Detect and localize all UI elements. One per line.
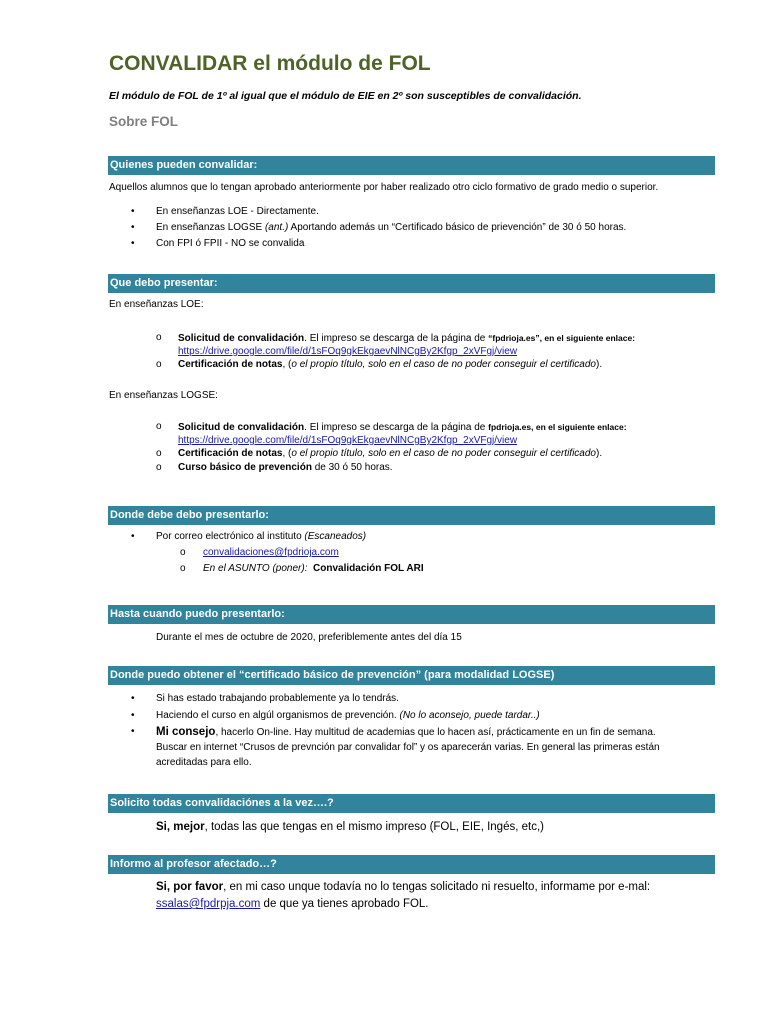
- bullet-icon: •: [131, 693, 135, 704]
- circle-bullet-icon: o: [180, 563, 186, 574]
- section-header-hasta-cuando: Hasta cuando puedo presentarlo:: [108, 605, 715, 624]
- section-header-presentar: Que debo presentar:: [108, 274, 715, 293]
- paragraph: En enseñanzas LOGSE:: [109, 390, 218, 401]
- bullet-icon: •: [131, 206, 135, 217]
- list-item: Por correo electrónico al instituto (Escaneados): [156, 531, 367, 542]
- circle-bullet-icon: o: [156, 359, 162, 370]
- circle-bullet-icon: o: [156, 421, 162, 432]
- bullet-icon: •: [131, 222, 135, 233]
- list-item: Solicitud de convalidación. El impreso se descarga de la página de “fpdrioja.es”, en el siguiente enlace:: [178, 333, 636, 344]
- list-item: Haciendo el curso en algúl organismos de prevención. (No lo aconsejo, puede tardar..): [156, 710, 540, 721]
- circle-bullet-icon: o: [156, 332, 162, 343]
- email-link[interactable]: ssalas@fpdrpja.com: [156, 898, 261, 910]
- paragraph: Si, por favor, en mi caso unque todavía no lo tengas solicitado ni resuelto, informame por e-mal:: [156, 881, 651, 893]
- circle-bullet-icon: o: [156, 462, 162, 473]
- email-link[interactable]: convalidaciones@fpdrioja.com: [203, 547, 339, 558]
- section-header-informo: Informo al profesor afectado…?: [108, 855, 715, 874]
- paragraph: Si, mejor, todas las que tengas en el mismo impreso (FOL, EIE, Ingés, etc,): [156, 821, 544, 833]
- subtitle: El módulo de FOL de 1º al igual que el módulo de EIE en 2º son susceptibles de convalidación.: [109, 90, 582, 102]
- section-header-todas: Solicito todas convalidaciónes a la vez….?: [108, 794, 715, 813]
- paragraph: Durante el mes de octubre de 2020, preferiblemente antes del día 15: [156, 632, 462, 643]
- section-header-quienes: Quienes pueden convalidar:: [108, 156, 715, 175]
- section-subtitle: Sobre FOL: [109, 114, 179, 129]
- section-header-donde-presentar: Donde debe debo presentarlo:: [108, 506, 715, 525]
- list-item: En enseñanzas LOGSE (ant.) Aportando además un “Certificado básico de prievención” de 30 ó 50 horas.: [156, 222, 627, 233]
- circle-bullet-icon: o: [180, 547, 186, 558]
- list-item: Curso básico de prevención de 30 ó 50 horas.: [178, 462, 393, 473]
- section-header-certificado: Donde puedo obtener el “certificado básico de prevención” (para modalidad LOGSE): [108, 666, 715, 685]
- drive-link[interactable]: https://drive.google.com/file/d/1sFOq9gkEkgaevNlNCgBy2Kfgp_2xVFgj/view: [178, 346, 518, 357]
- list-item: Certificación de notas, (o el propio título, solo en el caso de no poder conseguir el certificado).: [178, 448, 603, 459]
- list-item: Con FPI ó FPII - NO se convalida: [156, 238, 305, 249]
- bullet-icon: •: [131, 531, 135, 542]
- list-item: En el ASUNTO (poner): Convalidación FOL ARI: [203, 563, 424, 574]
- circle-bullet-icon: o: [156, 448, 162, 459]
- paragraph: ssalas@fpdrpja.com de que ya tienes aprobado FOL.: [156, 898, 429, 910]
- bullet-icon: •: [131, 726, 135, 737]
- bullet-icon: •: [131, 710, 135, 721]
- list-item: Certificación de notas, (o el propio título, solo en el caso de no poder conseguir el certificado).: [178, 359, 603, 370]
- paragraph: En enseñanzas LOE:: [109, 299, 204, 310]
- drive-link[interactable]: https://drive.google.com/file/d/1sFOq9gkEkgaevNlNCgBy2Kfgp_2xVFgj/view: [178, 435, 518, 446]
- list-item-continuation: acreditadas para ello.: [156, 757, 252, 768]
- list-item-continuation: Buscar en internet “Crusos de prevnción par convalidar fol” y os aparecerán varias. En general las primeras están: [156, 742, 660, 753]
- page-title: CONVALIDAR el módulo de FOL: [109, 52, 431, 75]
- list-item: Mi consejo, hacerlo On-line. Hay multitud de academias que lo hacen así, prácticamente en un fin de semana.: [156, 726, 656, 738]
- list-item: Si has estado trabajando probablemente ya lo tendrás.: [156, 693, 399, 704]
- bullet-icon: •: [131, 238, 135, 249]
- list-item: Solicitud de convalidación. El impreso se descarga de la página de fpdrioja.es, en el siguiente enlace:: [178, 422, 627, 433]
- list-item: En enseñanzas LOE - Directamente.: [156, 206, 319, 217]
- paragraph: Aquellos alumnos que lo tengan aprobado anteriormente por haber realizado otro ciclo formativo de grado medio o superior.: [109, 182, 659, 193]
